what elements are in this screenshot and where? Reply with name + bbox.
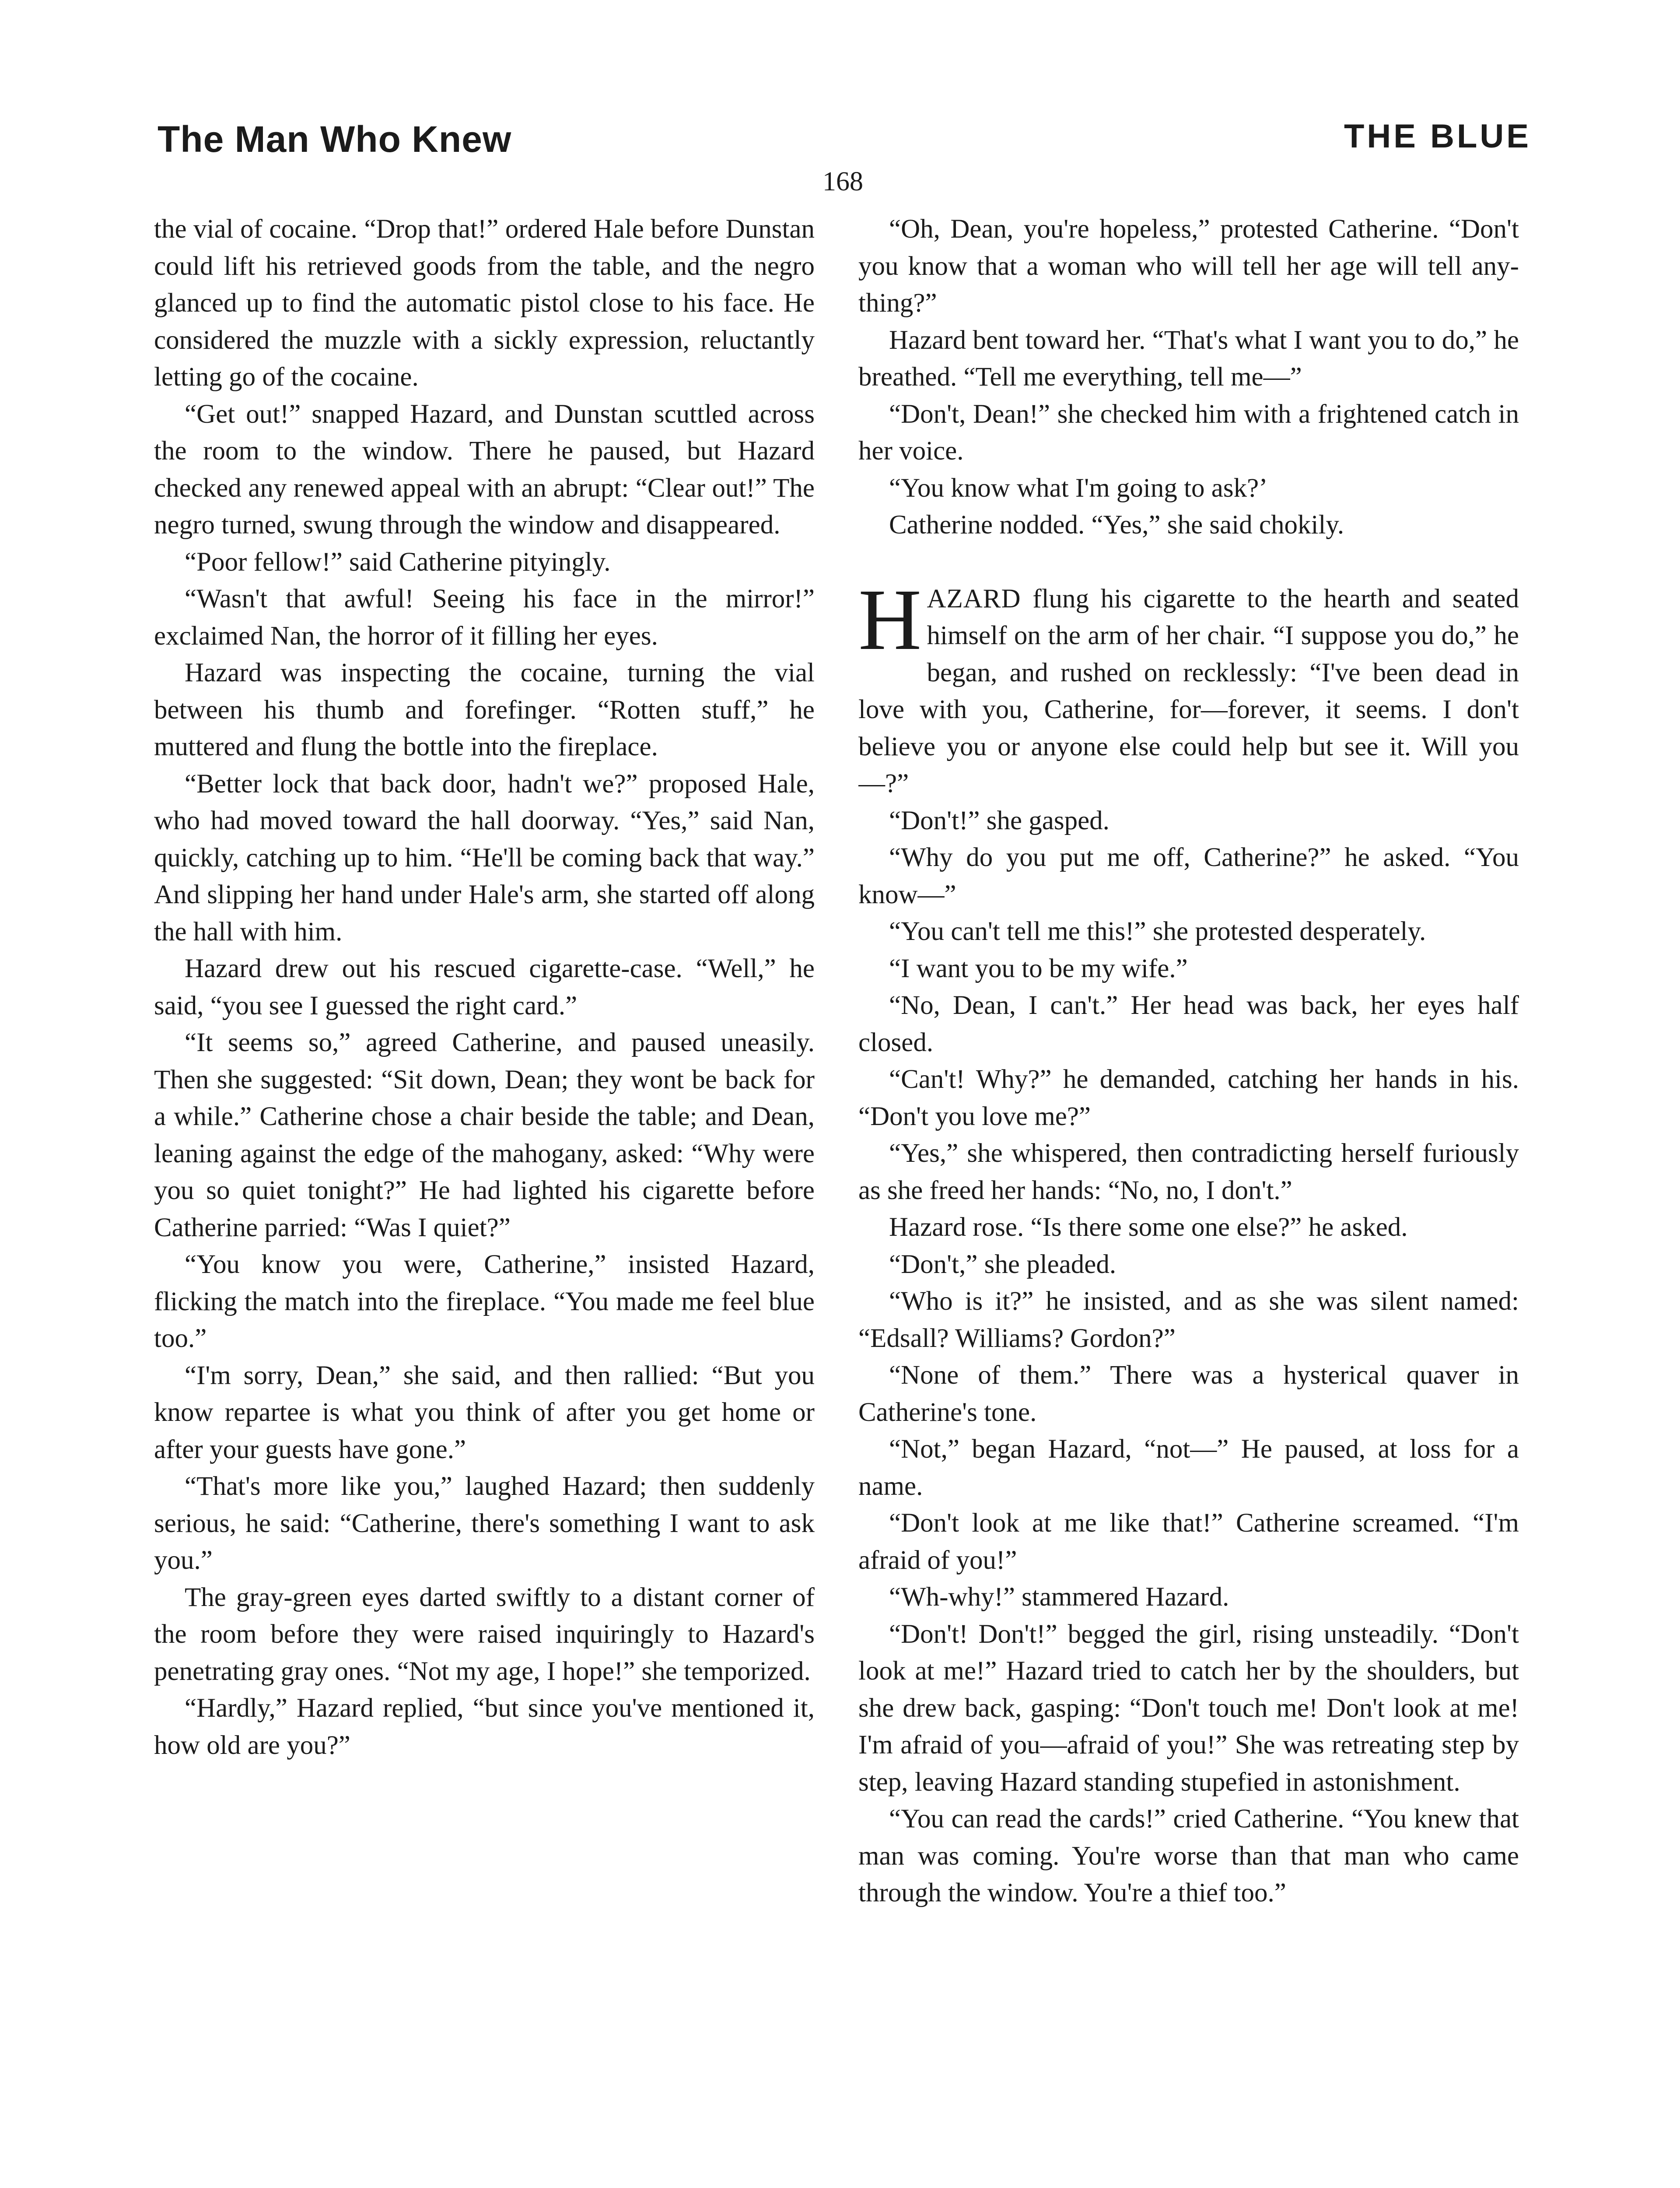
paragraph: “Wasn't that awful! Seeing his face in the mirror!” exclaimed Nan, the horror of it filling her eyes. [154,584,815,651]
paragraph: “Who is it?” he insisted, and as she was silent named: “Edsall? Williams? Gordon?” [858,1287,1519,1353]
paragraph: “You know what I'm going to ask?’ [889,473,1268,503]
left-text-column [154,211,815,2188]
paragraph: “That's more like you,” laughed Hazard; then suddenly serious, he said: “Catherine, there's something I want to ask you.” [154,1472,815,1575]
paragraph: “You can read the cards!” cried Catherine. “You knew that man was coming. You're worse than that man who came through the window. You're a thief too.” [858,1804,1519,1907]
paragraph: “It seems so,” agreed Catherine, and paused uneasily. Then she suggested: “Sit down, Dean; they wont be back for a while.” Catherine chose a chair beside the table; and Dean, leaning against the edge of the mahogany, asked: “Why were you so quiet tonight?” He had lighted his cigarette before Catherine parried: “Was I quiet?” [154,1028,815,1242]
section-lead-text: flung his cigarette to the hearth and seated himself on the arm of her chair. “I suppose you do,” he began, and rushed on recklessly: “I've been dead in love with you, Catherine, for—forever, it seems. I don't believe you or anyone else could help but see it. Will you—?” [858,584,1519,798]
right-text-column [858,211,1519,2188]
paragraph: “Don't look at me like that!” Catherine screamed. “I'm afraid of you!” [858,1508,1519,1575]
paragraph: “Yes,” she whispered, then contradicting herself furiously as she freed her hands: “No, no, I don't.” [858,1139,1519,1205]
paragraph: Hazard drew out his rescued cigarette-case. “Well,” he said, “you see I guessed the right card.” [154,954,815,1020]
paragraph: “Don't, Dean!” she checked him with a frightened catch in her voice. [858,399,1519,466]
paragraph: “Don't!” she gasped. [889,806,1110,835]
paragraph: “Why do you put me off, Catherine?” he asked. “You know—” [858,843,1519,909]
paragraph: “Don't,” she pleaded. [889,1249,1116,1279]
paragraph: The gray-green eyes darted swiftly to a distant corner of the room before they were raised inquiringly to Hazard's penetrating gray ones. “Not my age, I hope!” she temporized. [154,1582,815,1686]
paragraph: “Oh, Dean, you're hopeless,” protested Catherine. “Don't you know that a woman who will tell her age will tell anything?” [858,214,1519,318]
paragraph: Hazard rose. “Is there some one else?” he asked. [889,1213,1408,1242]
paragraph: “You can't tell me this!” she protested desperately. [889,917,1426,946]
paragraph: “Get out!” snapped Hazard, and Dunstan scuttled across the room to the window. There he paused, but Hazard checked any renewed appeal with an abrupt: “Clear out!” The negro turned, swung through the window and disappeared. [154,399,815,540]
section-start-paragraph [858,571,1519,803]
paragraph: Hazard was inspecting the cocaine, turning the vial between his thumb and forefinger. “Rotten stuff,” he muttered and flung the bottle into the fireplace. [154,658,815,761]
paragraph: “I'm sorry, Dean,” she said, and then rallied: “But you know repartee is what you think of after you get home or after your guests have gone.” [154,1360,815,1464]
magazine-name: THE BLUE [1344,118,1531,155]
paragraph: “You know you were, Catherine,” insisted Hazard, flicking the match into the fireplace. “You made me feel blue too.” [154,1250,815,1353]
page-number: 168 [822,167,863,196]
paragraph: “Wh-why!” stammered Hazard. [889,1582,1229,1612]
paragraph: “Poor fellow!” said Catherine pityingly. [185,547,611,577]
paragraph: the vial of cocaine. “Drop that!” ordered Hale before Dunstan could lift his retrieved goods from the table, and the negro glanced up to find the automatic pistol close to his face. He considered the muzzle with a sickly expression, reluctantly letting go of the cocaine. [154,214,815,392]
paragraph: “Not,” began Hazard, “not—” He paused, at loss for a name. [858,1434,1519,1501]
drop-cap: H [858,571,922,668]
paragraph: “Hardly,” Hazard replied, “but since you've mentioned it, how old are you?” [154,1694,815,1760]
paragraph: “No, Dean, I can't.” Her head was back, her eyes half closed. [858,991,1519,1057]
paragraph: “I want you to be my wife.” [889,954,1188,983]
paragraph: “None of them.” There was a hysterical quaver in Catherine's tone. [858,1360,1519,1427]
paragraph: “Don't! Don't!” begged the girl, rising unsteadily. “Don't look at me!” Hazard tried to catch her by the shoulders, but she drew back, gasping: “Don't touch me! Don't look at me! I'm afraid of you—afraid of you!” She was retreating step by step, leaving Hazard standing stupefied in astonishment. [858,1619,1519,1797]
paragraph: Hazard bent toward her. “That's what I want you to do,” he breathed. “Tell me everything, tell me—” [858,325,1519,392]
right-column-top-paragraphs [858,211,1519,544]
section-lead-word: AZARD [927,584,1021,614]
story-title: The Man Who Knew [158,119,512,160]
paragraph: “Better lock that back door, hadn't we?” proposed Hale, who had moved toward the hall doorway. “Yes,” said Nan, quickly, catching up to him. “He'll be coming back that way.” And slipping her hand under Hale's arm, she started off along the hall with him. [154,769,815,947]
paragraph: “Can't! Why?” he demanded, catching her hands in his. “Don't you love me?” [858,1065,1519,1131]
paragraph: Catherine nodded. “Yes,” she said chokily. [889,510,1344,540]
right-column-bottom-paragraphs [858,803,1519,1912]
